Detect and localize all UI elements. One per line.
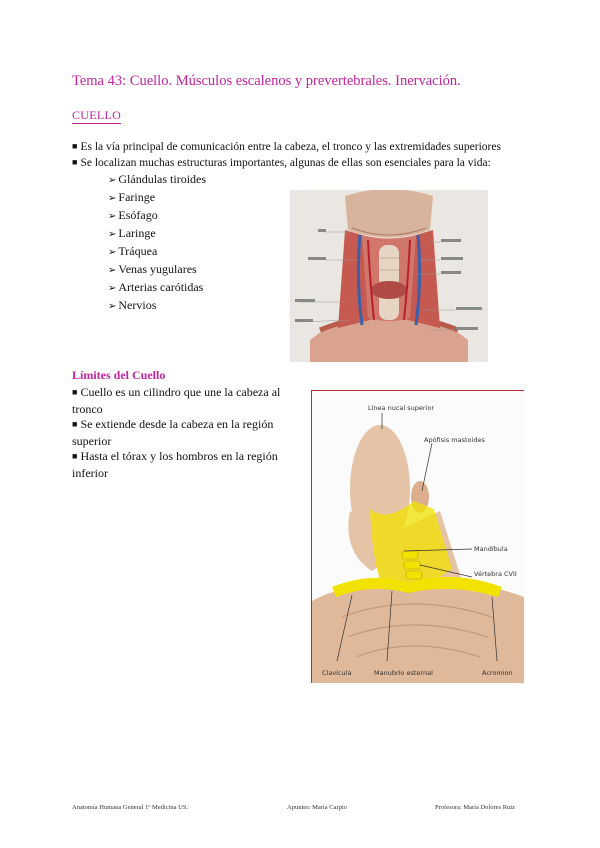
footer-professor: Profesora: María Dolores Ruiz — [435, 804, 515, 811]
square-bullet-icon: ■ — [72, 157, 78, 167]
list-item: ➢ Esófago — [108, 208, 158, 222]
section-heading: CUELLO — [72, 108, 122, 122]
list-item: ➢ Faringe — [108, 190, 156, 204]
arrow-bullet-icon: ➢ — [108, 175, 117, 186]
label-clavicle: Clavícula — [322, 669, 352, 677]
footer-course: Anatomía Humana General 1º Medicina US. — [72, 804, 189, 811]
limits-heading: Límites del Cuello — [72, 368, 166, 382]
neck-dissection-figure — [290, 190, 488, 362]
arrow-bullet-icon: ➢ — [108, 301, 117, 312]
limits-item: ■ Cuello es un cilindro que une la cabeza al tronco — [72, 385, 281, 416]
arrow-bullet-icon: ➢ — [108, 193, 117, 204]
arrow-bullet-icon: ➢ — [108, 229, 117, 240]
structures-list — [108, 171, 206, 315]
list-item: ➢ Arterias carótidas — [108, 280, 204, 294]
page-title: Tema 43: Cuello. Músculos escalenos y prevertebrales. Inervación. — [72, 73, 461, 89]
square-bullet-icon: ■ — [72, 141, 78, 151]
label-mastoid: Apófisis mastoides — [424, 436, 485, 444]
square-bullet-icon: ■ — [72, 451, 78, 461]
list-item: ➢ Nervios — [108, 298, 157, 312]
square-bullet-icon: ■ — [72, 419, 78, 429]
arrow-bullet-icon: ➢ — [108, 265, 117, 276]
label-nucal-line: Línea nucal superior — [368, 404, 435, 412]
label-acromion: Acromion — [482, 669, 513, 677]
arrow-bullet-icon: ➢ — [108, 211, 117, 222]
label-mandible: Mandíbula — [474, 545, 508, 553]
limits-item: ■ Hasta el tórax y los hombros en la región inferior — [72, 449, 278, 480]
list-item: ➢ Tráquea — [108, 244, 158, 258]
list-item: ➢ Glándulas tiroides — [108, 172, 207, 186]
arrow-bullet-icon: ➢ — [108, 283, 117, 294]
neck-boundaries-figure — [311, 390, 524, 683]
intro-paragraph-1: ■ Es la vía principal de comunicación entre la cabeza, el tronco y las extremidades superiores — [72, 141, 501, 153]
footer-author: Apuntes: María Carpio — [287, 804, 347, 811]
arrow-bullet-icon: ➢ — [108, 247, 117, 258]
list-item: ➢ Venas yugulares — [108, 262, 197, 276]
intro-paragraph-2: ■ Se localizan muchas estructuras importantes, algunas de ellas son esenciales para la vida: — [72, 157, 491, 169]
label-manubrium: Manubrio esternal — [374, 669, 433, 677]
square-bullet-icon: ■ — [72, 387, 78, 397]
limits-item: ■ Se extiende desde la cabeza en la región superior — [72, 417, 274, 448]
list-item: ➢ Laringe — [108, 226, 156, 240]
label-vertebra: Vértebra CVII — [474, 570, 517, 578]
